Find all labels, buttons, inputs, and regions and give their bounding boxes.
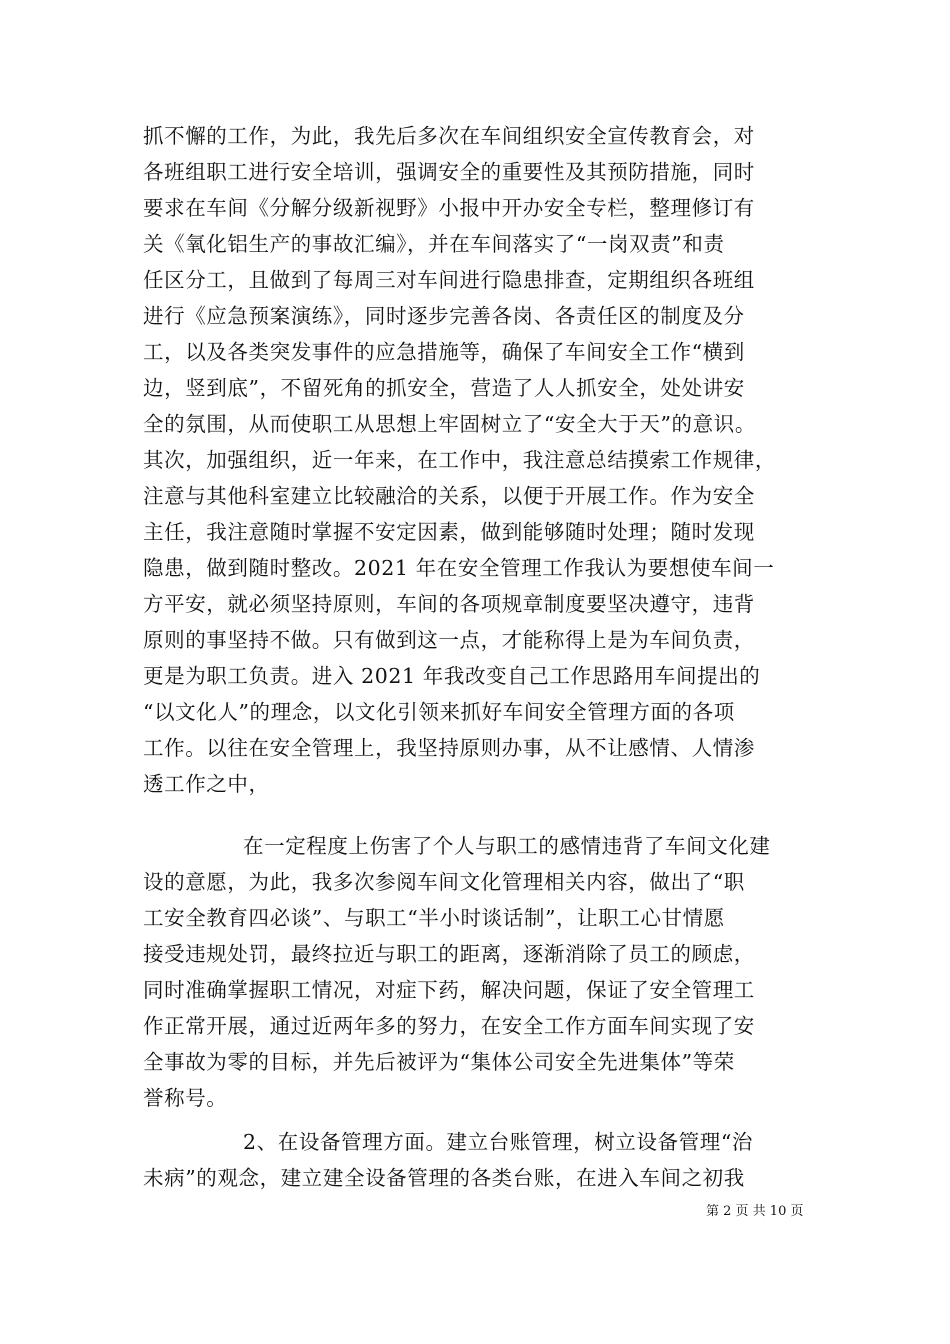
paragraph-safety-management — [143, 118, 815, 802]
text-line: 要求在车间《分解分级新视野》小报中开办安全专栏，整理修订有 — [143, 196, 755, 220]
text-line: 全事故为零的目标，并先后被评为“集体公司安全先进集体”等荣 — [143, 1050, 735, 1074]
text-line: 任区分工，且做到了每周三对车间进行隐患排查，定期组织各班组 — [143, 268, 755, 292]
text-line: 作正常开展，通过近两年多的努力，在安全工作方面车间实现了安 — [143, 1014, 755, 1038]
text-line: 其次，加强组织，近一年来，在工作中，我注意总结摸索工作规律， — [143, 448, 776, 472]
text-line: 关《氧化铝生产的事故汇编》，并在车间落实了“一岗双责”和责 — [143, 232, 725, 256]
text-line: 工安全教育四必谈”、与职工“半小时谈话制”，让职工心甘情愿 — [143, 906, 725, 930]
text-line: “以文化人”的理念，以文化引领来抓好车间安全管理方面的各项 — [143, 700, 735, 724]
text-line: 方平安，就必须坚持原则，车间的各项规章制度要坚决遵守，违背 — [143, 592, 755, 616]
text-line: 隐患，做到随时整改。2021 年在安全管理工作我认为要想使车间一 — [143, 556, 775, 580]
text-line: 各班组职工进行安全培训，强调安全的重要性及其预防措施，同时 — [143, 160, 755, 184]
text-line: 未病”的观念，建立建全设备管理的各类台账，在进入车间之初我 — [143, 1166, 745, 1190]
text-line: 主任，我注意随时掌握不安定因素，做到能够随时处理；随时发现 — [143, 520, 755, 544]
text-line: 2、在设备管理方面。建立台账管理，树立设备管理“治 — [243, 1130, 754, 1154]
paragraph-equipment-management — [143, 1124, 815, 1196]
text-line: 接受违规处罚，最终拉近与职工的距离，逐渐消除了员工的顾虑， — [143, 942, 755, 966]
paragraph-culture-management — [143, 828, 815, 1116]
page-number-footer: 第 2 页 共 10 页 — [706, 1204, 804, 1219]
text-line: 原则的事坚持不做。只有做到这一点，才能称得上是为车间负责， — [143, 628, 755, 652]
text-line: 誉称号。 — [143, 1086, 228, 1110]
text-line: 透工作之中， — [143, 772, 270, 796]
text-line: 工，以及各类突发事件的应急措施等，确保了车间安全工作“横到 — [143, 340, 745, 364]
text-line: 边，竖到底”，不留死角的抓安全，营造了人人抓安全，处处讲安 — [143, 376, 745, 400]
text-line: 更是为职工负责。进入 2021 年我改变自己工作思路用车间提出的 — [143, 664, 761, 688]
text-line: 抓不懈的工作，为此，我先后多次在车间组织安全宣传教育会，对 — [143, 124, 755, 148]
text-line: 在一定程度上伤害了个人与职工的感情违背了车间文化建 — [243, 834, 771, 858]
text-line: 全的氛围，从而使职工从思想上牢固树立了“安全大于天”的意识。 — [143, 412, 756, 436]
text-line: 同时准确掌握职工情况，对症下药，解决问题，保证了安全管理工 — [143, 978, 755, 1002]
text-line: 进行《应急预案演练》，同时逐步完善各岗、各责任区的制度及分 — [143, 304, 745, 328]
text-line: 设的意愿，为此，我多次参阅车间文化管理相关内容，做出了“职 — [143, 870, 745, 894]
text-line: 注意与其他科室建立比较融洽的关系，以便于开展工作。作为安全 — [143, 484, 755, 508]
text-line: 工作。以往在安全管理上，我坚持原则办事，从不让感情、人情渗 — [143, 736, 755, 760]
